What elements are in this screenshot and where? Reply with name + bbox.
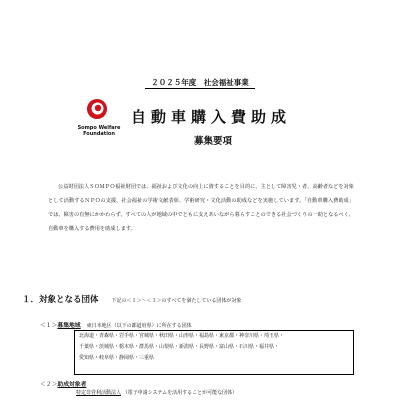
subsection-eligible-body <box>76 389 237 396</box>
page-title: 自動車購入費助成 <box>130 108 291 126</box>
fiscal-year-label: ２０２５年度 社会福祉事業 <box>151 78 249 87</box>
subsection-eligible-title: 助成対象者 <box>57 382 87 388</box>
eligible-org-type: 特定非営利活動法人 <box>76 390 122 396</box>
prefecture-line: 北海道・青森県・岩手県・宮城県・秋田県・山形県・福島県・東京都・神奈川県・埼玉県・ <box>79 333 285 339</box>
subsection-region-note: 東日本地区（以下の都道府県）に所在する団体 <box>86 323 192 329</box>
subsection-region-label: ＜１＞ <box>40 323 58 329</box>
fiscal-underline <box>145 88 255 89</box>
section-1-heading <box>22 293 241 305</box>
logo-line-2: Foundation <box>83 131 115 137</box>
eligible-org-note: （電子申請システムを活用することが可能な団体） <box>122 390 238 396</box>
subsection-eligible <box>40 379 86 388</box>
logo-line-1: Sompo Welfare <box>77 125 121 131</box>
prefecture-list-box <box>74 330 354 375</box>
subsection-eligible-label: ＜２＞ <box>40 382 58 388</box>
page-subtitle: 募集要項 <box>193 136 232 147</box>
intro-paragraph: 公益財団法人ＳＯＭＰＯ福祉財団では、福祉および文化の向上に資することを目的に、主として障害児・者、高齢者などを対象として活動するＮＰＯの支援、社会福祉の学術文献表彰、学術研究・文化活動の助成などを実施しています。「自動車購入費助成」では、障害の有無にかかわらず、すべての人が地域の中でともに支えあいながら暮らすことのできる社会づくりの一助となるべく、自動車を購入する費用を助成します。 <box>48 184 354 232</box>
section-1-title: １．対象となる団体 <box>22 295 99 305</box>
prefecture-line: 愛知県・岐阜県・静岡県・三重県 <box>79 355 155 361</box>
section-1-note: 下記の＜１＞～＜３＞のすべてを満たしている団体が対象 <box>111 298 242 304</box>
subsection-region-title: 募集地域 <box>57 323 81 329</box>
prefecture-line: 千葉県・茨城県・栃木県・群馬県・山梨県・新潟県・長野県・富山県・石川県・福井県・ <box>79 344 280 350</box>
subsection-region <box>40 320 192 329</box>
